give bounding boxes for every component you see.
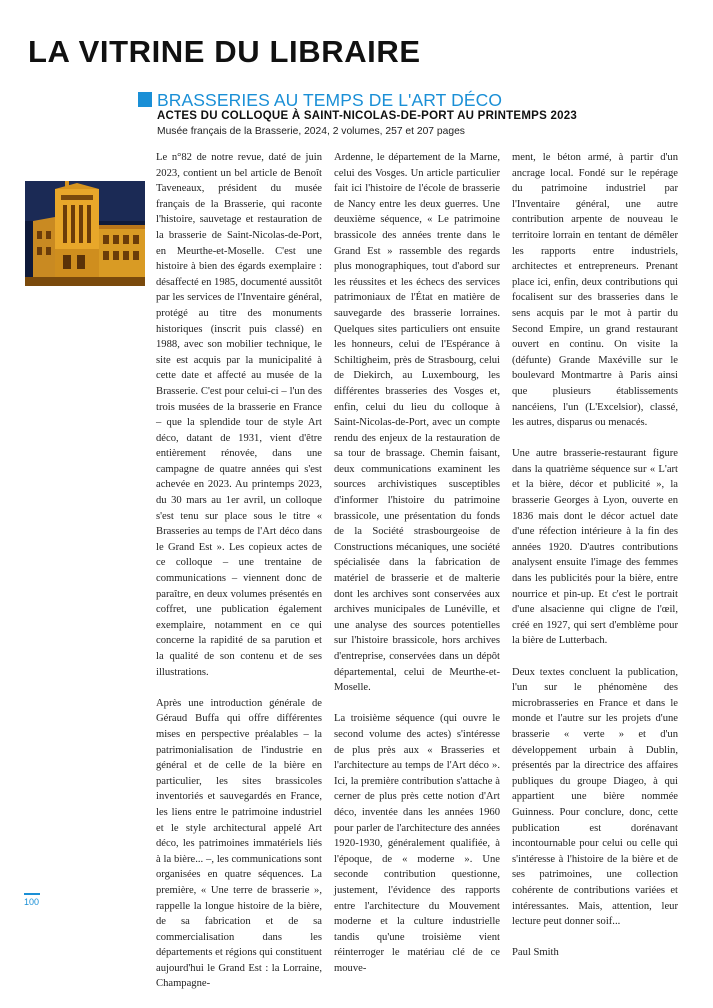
- brewery-tower-photo: [25, 181, 145, 286]
- page-number: 100: [24, 897, 40, 907]
- article-paragraph: Une autre brasserie-restaurant figure dans la quatrième séquence sur « L'art et la bière, décor et publicité », la brasserie Georges à Lyon, ouverte en 1836 mais dont le décor actuel date d'une réfection intérieure à la fin des années 1920. D'autres contributions analysent ensuite l'image des femmes dans les publicités pour la bière, entre nourrice et pin-up. Et c'est le portrait d'une alsacienne qui cligne de l'œil, créé en 1927, qui sert d'emblème pour la bière de Lutterbach.: [512, 448, 678, 647]
- book-title: BRASSERIES AU TEMPS DE L'ART DÉCO: [157, 90, 503, 110]
- article-column-3: [512, 150, 678, 976]
- article-column-2: [334, 150, 500, 992]
- article-column-1: [156, 150, 322, 1008]
- author-signature: Paul Smith: [512, 947, 559, 959]
- page-number-rule: [24, 893, 40, 895]
- article-paragraph: ment, le béton armé, à partir d'un ancrage local. Fondé sur le repérage du patrimoine industriel par l'Inventaire général, une autre contribution arpente de nouveau le territoire lorrain en tentant de démêler les rapports entre industriels, architectes et entrepreneurs. Prenant place ici, enfin, deux contributions qui focalisent sur des brasseries dans le sens acquis par le mot à partir du Second Empire, un grand restaurant ouvert en continu. On visite la (défunte) Grande Maxéville sur le boulevard Montmartre à Paris ainsi que plusieurs établissements nancéiens, l'un (L'Excelsior), classé, les autres, disparus ou menacés.: [512, 152, 678, 429]
- article-paragraph: Ardenne, le département de la Marne, celui des Vosges. Un article particulier fait ici l'histoire de l'école de brasserie de Nancy entre les deux guerres. Une deuxième séquence, « Le patrimoine brassicole des années trente dans le Grand Est » rassemble des regards plus monographiques, tout d'abord sur les réussites et les échecs des services patrimoniaux de l'État en matière de sauvegarde des brasserie lorraines. Quelques sites particuliers ont ensuite les honneurs, celui de l'Espérance à Schiltigheim, près de Strasbourg, celui de Diekirch, au Luxembourg, les différentes brasseries des Vosges et, enfin, celui du lieu du colloque à Saint-Nicolas-de-Port, avec un compte rendu des enjeux de la restauration de sa tour de brassage. Chemin faisant, deux communications examinent les sources archivistiques susceptibles d'informer l'histoire du patrimoine brassicole, une présentation du fonds de la Société strasbourgeoise de Constructions mécaniques, une société spécialisée dans la fabrication de matériel de brasserie et de malterie dont les archives sont conservées aux archives municipales de Lunéville, et une analyse des sources potentielles sur l'histoire brassicole, hors archives d'entreprise, conservées dans un dépôt départemental, celui de Meurthe-et-Moselle.: [334, 152, 500, 694]
- article-paragraph: Deux textes concluent la publication, l'un sur le phénomène des microbrasseries en France et dans le monde et l'autre sur les projets d'une brasserie « verte » et d'un développement urbain à Dublin, présentés par la directrice des affaires publiques du groupe Diageo, à qui appartient une bière nommée Guinness. Pour conclure, donc, cette publication est dorénavant incontournable pour celui ou celle qui s'intéresse à l'histoire de la bière et de ses patrimoines, une collection cohérente de contributions variées et intéressantes. Mais, attention, leur lecture peut donner soif...: [512, 666, 678, 928]
- book-meta: Musée français de la Brasserie, 2024, 2 volumes, 257 et 207 pages: [157, 126, 465, 137]
- article-paragraph: Le n°82 de notre revue, daté de juin 2023, contient un bel article de Benoît Taveneaux, président du musée français de la Brasserie, qui raconte l'histoire, sauvetage et restauration de la brasserie de Saint-Nicolas-de-Port, en Meurthe-et-Moselle. C'est une histoire à bien des égards exemplaire : désaffecté en 1985, documenté aussitôt par les services de l'Inventaire général, protégé au titre des monuments historiques (inscrit puis classé) en 1988, avec son mobilier technique, le site est acquis par la municipalité à cette date et affecté au musée de la Brasserie. C'est pour celui-ci – l'un des trois musées de la brasserie en France – que la splendide tour de style Art déco, datant de 1931, vient d'être entièrement rénovée, dans une campagne de quatre années qui s'est achevée en 2023. Au printemps 2023, du 30 mars au 1er avril, un colloque s'est tenu sur place sous le titre « Brasseries au temps de l'Art déco dans le Grand Est ». Les copieux actes de ce colloque – une trentaine de communications – viennent donc de paraître, en deux volumes présentés en coffret, une publication également exemplaire, notamment en ce qui concerne la rapidité de sa parution et la qualité de son contenu et de ses illustrations.: [156, 152, 323, 678]
- heading-accent-square: [138, 92, 152, 107]
- book-subtitle: ACTES DU COLLOQUE À SAINT-NICOLAS-DE-PORT AU PRINTEMPS 2023: [157, 110, 578, 122]
- article-paragraph: La troisième séquence (qui ouvre le second volume des actes) s'intéresse de plus près aux « Brasseries et l'architecture au temps de l'Art déco ». Ici, la première contribution s'attache à cerner de plus près cette notion d'Art déco, inventée dans les années 1960 pour parler de l'architecture des années 1920-1930, généralement qualifiée, à l'époque, de « moderne ». Une seconde contribution questionne, justement, l'évidence des rapports entre l'architecture du Mouvement moderne et la culture industrielle tandis qu'une troisième vient réinterroger le matériau clé de ce mouve-: [334, 713, 500, 974]
- article-paragraph: Après une introduction générale de Géraud Buffa qui offre différentes mises en perspective préalables – la patrimonialisation de l'industrie en général et de celle de la bière en particulier, les sites brassicoles inventoriés et sauvegardés en France, les liens entre le patrimoine industriel et le style architectural appelé Art déco, les patrimoines immatériels liés à la bière... –, les communications sont organisées en quatre séquences. La première, « Une terre de brasserie », rappelle la longue histoire de la bière, de sa fabrication et de sa commercialisation dans les départements et régions qui constituent aujourd'hui le Grand Est : la Lorraine, Champagne-: [156, 697, 322, 990]
- section-title: LA VITRINE DU LIBRAIRE: [28, 34, 421, 69]
